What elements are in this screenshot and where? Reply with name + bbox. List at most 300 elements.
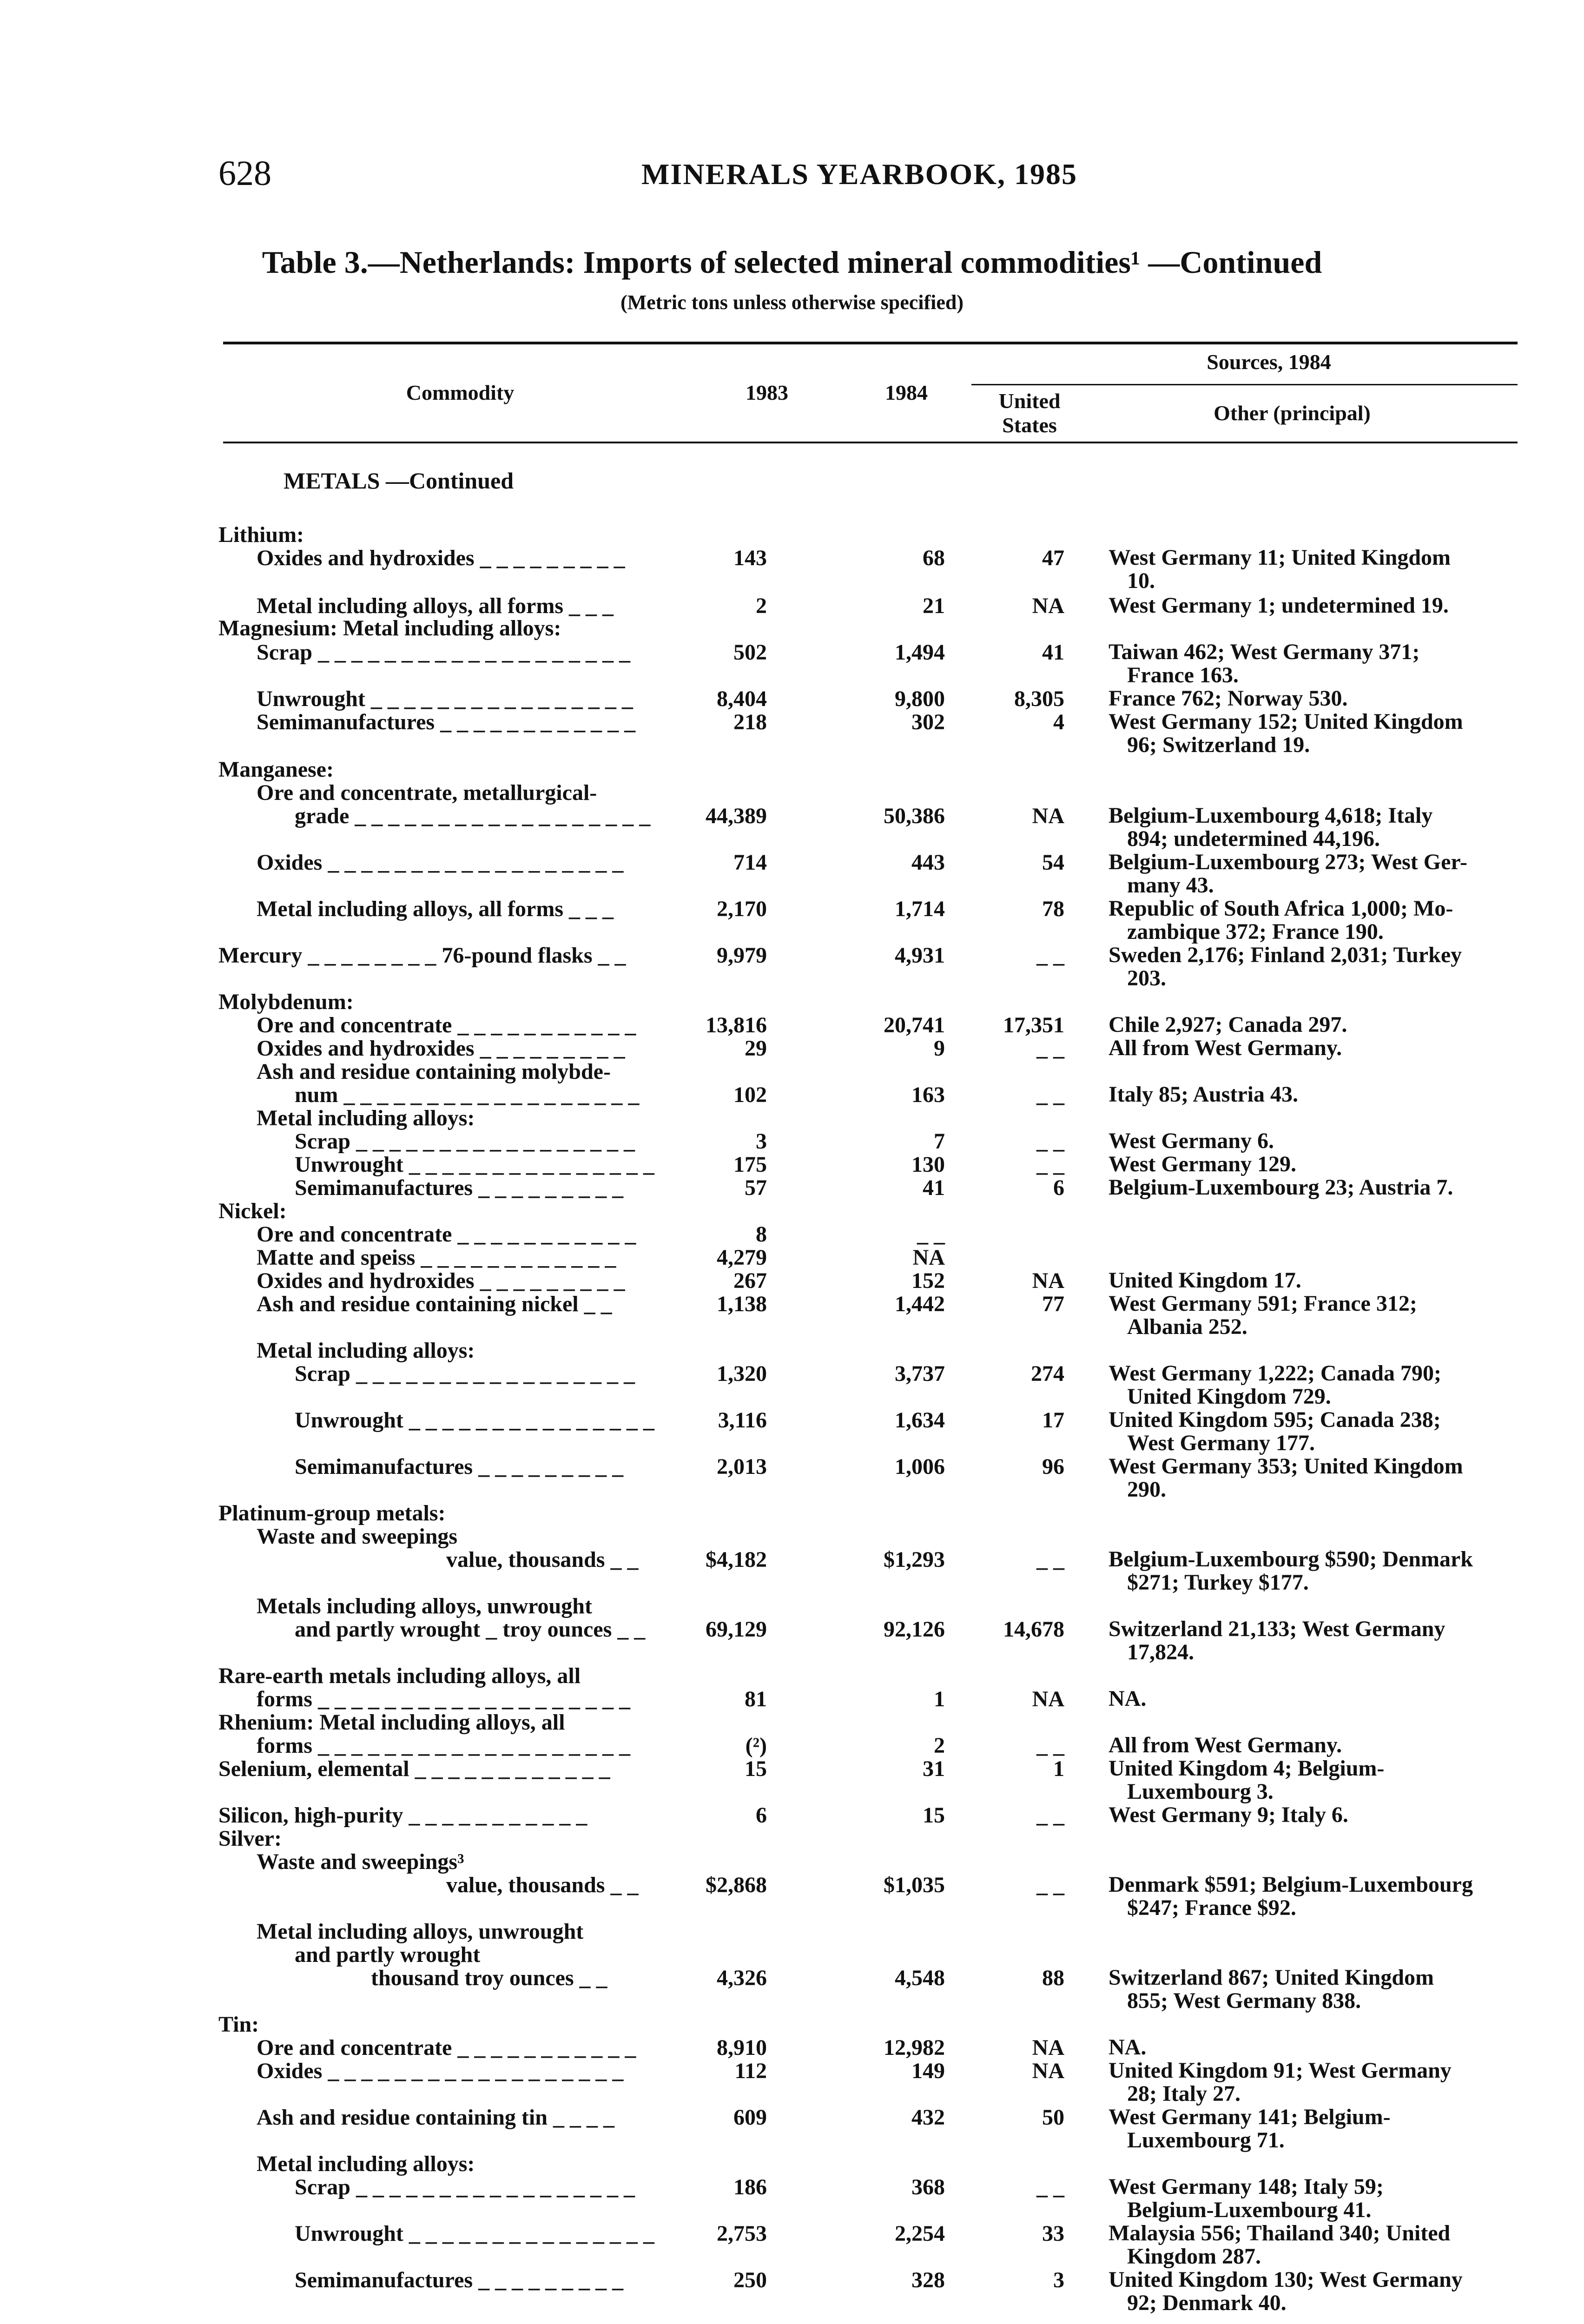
other-principal-cell xyxy=(1109,2106,1536,2152)
commodity-label: Silicon, high-purity _ _ _ _ _ _ _ _ _ _ _ xyxy=(218,1803,587,1828)
value-1984-cell: 20,741 xyxy=(884,1013,945,1037)
other-principal-line-2: Kingdom 287. xyxy=(1127,2244,1261,2269)
header-united: United xyxy=(998,389,1061,413)
other-principal-line-1: United Kingdom 4; Belgium- xyxy=(1109,1756,1385,1781)
table-row xyxy=(0,1873,1584,1921)
value-1983-cell: 143 xyxy=(733,546,767,570)
commodity-label: Ore and concentrate _ _ _ _ _ _ _ _ _ _ _ xyxy=(257,1013,636,1037)
section-heading: METALS —Continued xyxy=(284,468,514,494)
commodity-label: Manganese: xyxy=(218,757,334,782)
united-states-cell: 17 xyxy=(1042,1408,1064,1433)
value-1984-cell: $1,035 xyxy=(884,1873,945,1897)
value-1984-cell: 432 xyxy=(911,2105,945,2130)
united-states-cell: 8,305 xyxy=(1014,687,1064,711)
other-principal-line-1: West Germany 591; France 312; xyxy=(1109,1291,1417,1316)
other-principal-line-1: Belgium-Luxembourg $590; Denmark xyxy=(1109,1547,1473,1571)
value-1984-cell: 1,494 xyxy=(895,640,945,665)
united-states-cell: 77 xyxy=(1042,1292,1064,1316)
value-1983-cell: 4,279 xyxy=(717,1245,767,1270)
commodity-label: Waste and sweepings xyxy=(257,1524,458,1549)
header-sources: Sources, 1984 xyxy=(1207,350,1331,374)
value-1984-cell: 3,737 xyxy=(895,1361,945,1386)
table-row xyxy=(0,1501,1584,1525)
commodity-label: Scrap _ _ _ _ _ _ _ _ _ _ _ _ _ _ _ _ _ xyxy=(295,1129,635,1154)
value-1984-cell: NA xyxy=(912,1245,945,1270)
value-1983-cell: $2,868 xyxy=(706,1873,767,1897)
table-row xyxy=(0,1455,1584,1503)
table-row xyxy=(0,1083,1584,1107)
value-1983-cell: 29 xyxy=(745,1036,767,1061)
commodity-label: Oxides _ _ _ _ _ _ _ _ _ _ _ _ _ _ _ _ _ _ xyxy=(257,850,624,875)
other-principal-line-1: West Germany 1,222; Canada 790; xyxy=(1109,1361,1441,1386)
table-row xyxy=(0,1687,1584,1711)
table-top-rule xyxy=(223,342,1518,344)
other-principal-cell xyxy=(1109,851,1536,897)
table-row xyxy=(0,1850,1584,1874)
united-states-cell: 78 xyxy=(1042,897,1064,921)
table-row xyxy=(0,1525,1584,1549)
commodity-label: Unwrought _ _ _ _ _ _ _ _ _ _ _ _ _ _ _ xyxy=(295,1408,654,1433)
other-principal-cell xyxy=(1109,2268,1536,2315)
commodity-label: value, thousands _ _ xyxy=(446,1873,639,1897)
other-principal-cell xyxy=(1109,1037,1536,1060)
commodity-label: Platinum-group metals: xyxy=(218,1501,446,1525)
value-1983-cell: 6 xyxy=(756,1803,767,1828)
table-row xyxy=(0,851,1584,899)
other-principal-cell xyxy=(1109,1013,1536,1037)
value-1983-cell: (²) xyxy=(745,1733,767,1758)
commodity-label: Tin: xyxy=(218,2012,259,2037)
other-principal-line-2: Luxembourg 3. xyxy=(1127,1779,1274,1804)
table-row xyxy=(0,1129,1584,1154)
other-principal-cell xyxy=(1109,710,1536,757)
value-1983-cell: 9,979 xyxy=(717,943,767,968)
other-principal-cell xyxy=(1109,2036,1536,2059)
table-row xyxy=(0,1013,1584,1037)
value-1983-cell: 2,170 xyxy=(717,897,767,921)
other-principal-line-1: Belgium-Luxembourg 23; Austria 7. xyxy=(1109,1175,1453,1200)
table-row xyxy=(0,1362,1584,1410)
commodity-label: Scrap _ _ _ _ _ _ _ _ _ _ _ _ _ _ _ _ _ xyxy=(295,1361,635,1386)
commodity-label: Nickel: xyxy=(218,1199,287,1223)
commodity-label: Matte and speiss _ _ _ _ _ _ _ _ _ _ _ _ xyxy=(257,1245,616,1270)
table-row xyxy=(0,2152,1584,2176)
other-principal-line-2: France 163. xyxy=(1127,663,1239,687)
value-1983-cell: 1,320 xyxy=(717,1361,767,1386)
table-row xyxy=(0,1548,1584,1596)
other-principal-cell xyxy=(1109,594,1536,617)
table-row xyxy=(0,1757,1584,1805)
united-states-cell: _ _ xyxy=(1036,1873,1064,1897)
other-principal-line-2: many 43. xyxy=(1127,873,1214,898)
united-states-cell: 4 xyxy=(1053,710,1064,734)
commodity-label: Waste and sweepings³ xyxy=(257,1849,464,1874)
value-1983-cell: 1,138 xyxy=(717,1292,767,1316)
commodity-label: Unwrought _ _ _ _ _ _ _ _ _ _ _ _ _ _ _ xyxy=(295,1152,654,1177)
table-row xyxy=(0,1176,1584,1200)
united-states-cell: NA xyxy=(1032,2035,1064,2060)
value-1983-cell: 81 xyxy=(745,1687,767,1711)
commodity-label: forms _ _ _ _ _ _ _ _ _ _ _ _ _ _ _ _ _ _ _ xyxy=(257,1687,630,1711)
united-states-cell: _ _ xyxy=(1036,1129,1064,1154)
united-states-cell: 47 xyxy=(1042,546,1064,570)
other-principal-line-1: West Germany 1; undetermined 19. xyxy=(1109,593,1449,618)
table-row xyxy=(0,2106,1584,2154)
commodity-label: num _ _ _ _ _ _ _ _ _ _ _ _ _ _ _ _ _ _ xyxy=(295,1083,640,1107)
other-principal-cell xyxy=(1109,1687,1536,1710)
value-1983-cell: 102 xyxy=(733,1083,767,1107)
table-row xyxy=(0,1037,1584,1061)
value-1984-cell: 2,254 xyxy=(895,2221,945,2246)
other-principal-cell xyxy=(1109,2175,1536,2222)
value-1984-cell: 1,442 xyxy=(895,1292,945,1316)
table-row xyxy=(0,1246,1584,1270)
table-row xyxy=(0,594,1584,618)
table-row xyxy=(0,1664,1584,1688)
table-row xyxy=(0,1339,1584,1363)
other-principal-cell xyxy=(1109,1548,1536,1594)
united-states-cell: 33 xyxy=(1042,2221,1064,2246)
other-principal-cell xyxy=(1109,1176,1536,1199)
commodity-label: Silver: xyxy=(218,1826,282,1851)
value-1983-cell: 2,753 xyxy=(717,2221,767,2246)
other-principal-line-1: NA. xyxy=(1109,1686,1147,1711)
other-principal-line-1: Taiwan 462; West Germany 371; xyxy=(1109,640,1420,664)
commodity-label: Semimanufactures _ _ _ _ _ _ _ _ _ xyxy=(295,2268,624,2292)
other-principal-line-1: Chile 2,927; Canada 297. xyxy=(1109,1012,1347,1037)
table-row xyxy=(0,1594,1584,1618)
commodity-label: Oxides _ _ _ _ _ _ _ _ _ _ _ _ _ _ _ _ _ _ xyxy=(257,2059,624,2083)
commodity-label: Metal including alloys: xyxy=(257,1106,475,1130)
table-row xyxy=(0,897,1584,945)
other-principal-line-1: West Germany 148; Italy 59; xyxy=(1109,2174,1384,2199)
commodity-label: Unwrought _ _ _ _ _ _ _ _ _ _ _ _ _ _ _ xyxy=(295,2221,654,2246)
commodity-label: Ash and residue containing tin _ _ _ _ xyxy=(257,2105,614,2130)
other-principal-line-2: 894; undetermined 44,196. xyxy=(1127,826,1380,851)
commodity-label: Selenium, elemental _ _ _ _ _ _ _ _ _ _ _ _ xyxy=(218,1756,610,1781)
united-states-cell: 14,678 xyxy=(1003,1617,1064,1642)
united-states-cell: NA xyxy=(1032,1268,1064,1293)
commodity-label: and partly wrought _ troy ounces _ _ xyxy=(295,1617,646,1642)
other-principal-line-1: Republic of South Africa 1,000; Mo- xyxy=(1109,896,1453,921)
value-1983-cell: 8,910 xyxy=(717,2035,767,2060)
table-subtitle: (Metric tons unless otherwise specified) xyxy=(620,291,964,314)
united-states-cell: 3 xyxy=(1053,2268,1064,2292)
other-principal-line-2: 28; Italy 27. xyxy=(1127,2081,1241,2106)
commodity-label: Magnesium: Metal including alloys: xyxy=(218,616,561,640)
other-principal-cell xyxy=(1109,1129,1536,1153)
table-row xyxy=(0,1106,1584,1130)
value-1984-cell: 21 xyxy=(923,594,945,618)
other-principal-line-1: NA. xyxy=(1109,2035,1147,2060)
table-row xyxy=(0,710,1584,759)
other-principal-line-2: 96; Switzerland 19. xyxy=(1127,733,1310,757)
table-row xyxy=(0,781,1584,805)
commodity-label: Metal including alloys: xyxy=(257,2152,475,2176)
other-principal-cell xyxy=(1109,1153,1536,1176)
value-1984-cell: _ _ xyxy=(917,1222,945,1247)
commodity-label: and partly wrought xyxy=(295,1942,481,1967)
other-principal-line-1: West Germany 11; United Kingdom xyxy=(1109,545,1451,570)
value-1984-cell: 68 xyxy=(923,546,945,570)
commodity-label: Molybdenum: xyxy=(218,990,354,1014)
other-principal-line-1: West Germany 9; Italy 6. xyxy=(1109,1802,1348,1827)
value-1984-cell: 2 xyxy=(934,1733,945,1758)
united-states-cell: 17,351 xyxy=(1003,1013,1064,1037)
commodity-label: Semimanufactures _ _ _ _ _ _ _ _ _ xyxy=(295,1175,624,1200)
other-principal-line-1: All from West Germany. xyxy=(1109,1733,1342,1757)
other-principal-line-1: Switzerland 867; United Kingdom xyxy=(1109,1965,1434,1990)
other-principal-line-1: West Germany 353; United Kingdom xyxy=(1109,1454,1463,1479)
table-row xyxy=(0,1060,1584,1084)
united-states-cell: _ _ xyxy=(1036,1152,1064,1177)
commodity-label: Ash and residue containing nickel _ _ xyxy=(257,1292,612,1316)
table-row xyxy=(0,640,1584,689)
other-principal-cell xyxy=(1109,804,1536,851)
page-number: 628 xyxy=(218,154,271,193)
united-states-cell: _ _ xyxy=(1036,1036,1064,1061)
value-1984-cell: 4,931 xyxy=(895,943,945,968)
table-row xyxy=(0,804,1584,852)
table-row xyxy=(0,1803,1584,1828)
value-1983-cell: 57 xyxy=(745,1175,767,1200)
value-1984-cell: 15 xyxy=(923,1803,945,1828)
other-principal-line-2: $271; Turkey $177. xyxy=(1127,1570,1309,1595)
other-principal-line-1: Switzerland 21,133; West Germany xyxy=(1109,1617,1445,1641)
header-other-principal: Other (principal) xyxy=(1214,401,1371,425)
value-1983-cell: 218 xyxy=(733,710,767,734)
commodity-label: thousand troy ounces _ _ xyxy=(371,1966,607,1990)
commodity-label: Metal including alloys, all forms _ _ _ xyxy=(257,594,614,618)
commodity-label: Ash and residue containing molybde- xyxy=(257,1059,611,1084)
united-states-cell: 50 xyxy=(1042,2105,1064,2130)
value-1984-cell: 12,982 xyxy=(884,2035,945,2060)
value-1983-cell: 112 xyxy=(734,2059,767,2083)
other-principal-cell xyxy=(1109,1362,1536,1408)
table-row xyxy=(0,1920,1584,1944)
other-principal-line-2: 17,824. xyxy=(1127,1640,1194,1664)
header-1984: 1984 xyxy=(885,381,928,404)
value-1983-cell: $4,182 xyxy=(706,1547,767,1572)
value-1983-cell: 175 xyxy=(733,1152,767,1177)
commodity-label: Ore and concentrate _ _ _ _ _ _ _ _ _ _ _ xyxy=(257,1222,636,1247)
table-row xyxy=(0,2059,1584,2107)
commodity-label: Oxides and hydroxides _ _ _ _ _ _ _ _ _ xyxy=(257,546,625,570)
table-row xyxy=(0,616,1584,640)
table-row xyxy=(0,2222,1584,2270)
value-1983-cell: 8,404 xyxy=(717,687,767,711)
table-title: Table 3.—Netherlands: Imports of selected mineral commodities¹ —Continued xyxy=(262,244,1322,280)
commodity-label: Semimanufactures _ _ _ _ _ _ _ _ _ xyxy=(295,1454,624,1479)
other-principal-line-2: 10. xyxy=(1127,568,1155,593)
commodity-label: Scrap _ _ _ _ _ _ _ _ _ _ _ _ _ _ _ _ _ _ _ xyxy=(257,640,630,665)
table-row xyxy=(0,1710,1584,1735)
other-principal-cell xyxy=(1109,1455,1536,1501)
other-principal-line-1: All from West Germany. xyxy=(1109,1036,1342,1060)
header-states: States xyxy=(1002,413,1057,437)
other-principal-line-1: Malaysia 556; Thailand 340; United xyxy=(1109,2221,1451,2245)
other-principal-line-2: 92; Denmark 40. xyxy=(1127,2291,1287,2315)
other-principal-line-2: Luxembourg 71. xyxy=(1127,2128,1285,2152)
united-states-cell: NA xyxy=(1032,1687,1064,1711)
commodity-label: Mercury _ _ _ _ _ _ _ _ 76-pound flasks _ _ xyxy=(218,943,626,968)
united-states-cell: 96 xyxy=(1042,1454,1064,1479)
value-1983-cell: 267 xyxy=(733,1268,767,1293)
table-row xyxy=(0,2268,1584,2317)
united-states-cell: NA xyxy=(1032,2059,1064,2083)
value-1983-cell: 3 xyxy=(756,1129,767,1154)
value-1984-cell: 163 xyxy=(911,1083,945,1107)
value-1984-cell: 152 xyxy=(911,1268,945,1293)
value-1983-cell: 8 xyxy=(756,1222,767,1247)
united-states-cell: _ _ xyxy=(1036,1547,1064,1572)
other-principal-line-2: $247; France $92. xyxy=(1127,1895,1296,1920)
other-principal-cell xyxy=(1109,1083,1536,1106)
other-principal-line-2: 855; West Germany 838. xyxy=(1127,1988,1361,2013)
value-1984-cell: 4,548 xyxy=(895,1966,945,1990)
other-principal-line-2: United Kingdom 729. xyxy=(1127,1384,1331,1409)
other-principal-line-1: Belgium-Luxembourg 273; West Ger- xyxy=(1109,850,1467,874)
table-row xyxy=(0,1966,1584,2014)
other-principal-cell xyxy=(1109,944,1536,990)
other-principal-cell xyxy=(1109,687,1536,710)
header-commodity: Commodity xyxy=(406,381,515,404)
value-1984-cell: 130 xyxy=(911,1152,945,1177)
value-1983-cell: 2 xyxy=(756,594,767,618)
table-row xyxy=(0,1734,1584,1758)
value-1983-cell: 13,816 xyxy=(706,1013,767,1037)
value-1983-cell: 3,116 xyxy=(718,1408,767,1433)
other-principal-cell xyxy=(1109,1803,1536,1827)
united-states-cell: 6 xyxy=(1053,1175,1064,1200)
united-states-cell: _ _ xyxy=(1036,2175,1064,2199)
other-principal-cell xyxy=(1109,1734,1536,1757)
other-principal-line-2: West Germany 177. xyxy=(1127,1431,1315,1455)
value-1984-cell: 50,386 xyxy=(884,804,945,828)
other-principal-cell xyxy=(1109,1757,1536,1803)
other-principal-line-2: Albania 252. xyxy=(1127,1314,1247,1339)
other-principal-cell xyxy=(1109,1408,1536,1455)
table-row xyxy=(0,546,1584,594)
commodity-label: Oxides and hydroxides _ _ _ _ _ _ _ _ _ xyxy=(257,1268,625,1293)
value-1983-cell: 714 xyxy=(733,850,767,875)
value-1984-cell: 1,714 xyxy=(895,897,945,921)
value-1983-cell: 44,389 xyxy=(706,804,767,828)
other-principal-line-2: 203. xyxy=(1127,966,1166,990)
commodity-label: Metal including alloys, all forms _ _ _ xyxy=(257,897,614,921)
value-1984-cell: 1,634 xyxy=(895,1408,945,1433)
commodity-label: Semimanufactures _ _ _ _ _ _ _ _ _ _ _ _ xyxy=(257,710,636,734)
other-principal-line-2: zambique 372; France 190. xyxy=(1127,919,1384,944)
other-principal-line-1: United Kingdom 595; Canada 238; xyxy=(1109,1407,1441,1432)
united-states-cell: 1 xyxy=(1053,1756,1064,1781)
table-row xyxy=(0,1943,1584,1967)
commodity-label: Oxides and hydroxides _ _ _ _ _ _ _ _ _ xyxy=(257,1036,625,1061)
running-title: MINERALS YEARBOOK, 1985 xyxy=(641,158,1077,191)
other-principal-line-1: France 762; Norway 530. xyxy=(1109,686,1348,711)
value-1984-cell: 443 xyxy=(911,850,945,875)
united-states-cell: _ _ xyxy=(1036,1733,1064,1758)
other-principal-line-2: Belgium-Luxembourg 41. xyxy=(1127,2198,1372,2222)
other-principal-cell xyxy=(1109,2222,1536,2268)
table-row xyxy=(0,1269,1584,1293)
other-principal-line-1: West Germany 6. xyxy=(1109,1129,1274,1153)
sources-rule xyxy=(971,384,1518,385)
united-states-cell: _ _ xyxy=(1036,943,1064,968)
value-1984-cell: 149 xyxy=(911,2059,945,2083)
table-row xyxy=(0,523,1584,547)
value-1984-cell: 328 xyxy=(911,2268,945,2292)
other-principal-line-1: United Kingdom 17. xyxy=(1109,1268,1301,1293)
other-principal-line-1: Denmark $591; Belgium-Luxembourg xyxy=(1109,1872,1473,1897)
table-row xyxy=(0,2013,1584,2037)
value-1984-cell: 9,800 xyxy=(895,687,945,711)
united-states-cell: 274 xyxy=(1031,1361,1064,1386)
table-row xyxy=(0,687,1584,711)
other-principal-line-1: West Germany 129. xyxy=(1109,1152,1296,1176)
commodity-label: Scrap _ _ _ _ _ _ _ _ _ _ _ _ _ _ _ _ _ xyxy=(295,2175,635,2199)
commodity-label: Unwrought _ _ _ _ _ _ _ _ _ _ _ _ _ _ _ _ xyxy=(257,687,633,711)
other-principal-cell xyxy=(1109,1618,1536,1664)
other-principal-cell xyxy=(1109,2059,1536,2106)
table-row xyxy=(0,1153,1584,1177)
other-principal-line-1: Italy 85; Austria 43. xyxy=(1109,1082,1298,1107)
commodity-label: forms _ _ _ _ _ _ _ _ _ _ _ _ _ _ _ _ _ _ _ xyxy=(257,1733,630,1758)
table-row xyxy=(0,2036,1584,2060)
value-1983-cell: 186 xyxy=(733,2175,767,2199)
value-1984-cell: 1,006 xyxy=(895,1454,945,1479)
value-1984-cell: 9 xyxy=(934,1036,945,1061)
commodity-label: Rare-earth metals including alloys, all xyxy=(218,1664,581,1688)
header-1983: 1983 xyxy=(746,381,788,404)
commodity-label: Ore and concentrate _ _ _ _ _ _ _ _ _ _ _ xyxy=(257,2035,636,2060)
table-row xyxy=(0,1292,1584,1340)
value-1983-cell: 4,326 xyxy=(717,1966,767,1990)
table-row xyxy=(0,944,1584,992)
table-row xyxy=(0,2175,1584,2224)
value-1983-cell: 15 xyxy=(745,1756,767,1781)
value-1984-cell: 41 xyxy=(923,1175,945,1200)
united-states-cell: 54 xyxy=(1042,850,1064,875)
table-row xyxy=(0,1408,1584,1457)
value-1984-cell: 1 xyxy=(934,1687,945,1711)
other-principal-cell xyxy=(1109,640,1536,687)
united-states-cell: NA xyxy=(1032,594,1064,618)
other-principal-line-1: West Germany 141; Belgium- xyxy=(1109,2105,1391,2129)
table-row xyxy=(0,1199,1584,1223)
commodity-label: Metal including alloys, unwrought xyxy=(257,1919,584,1944)
other-principal-line-1: Sweden 2,176; Finland 2,031; Turkey xyxy=(1109,943,1462,967)
commodity-label: Metals including alloys, unwrought xyxy=(257,1594,592,1618)
table-row xyxy=(0,1618,1584,1666)
commodity-label: Metal including alloys: xyxy=(257,1338,475,1363)
united-states-cell: _ _ xyxy=(1036,1803,1064,1828)
other-principal-cell xyxy=(1109,1873,1536,1920)
table-row xyxy=(0,758,1584,782)
table-row xyxy=(0,1827,1584,1851)
commodity-label: Ore and concentrate, metallurgical- xyxy=(257,780,597,805)
value-1984-cell: 7 xyxy=(934,1129,945,1154)
other-principal-cell xyxy=(1109,897,1536,944)
commodity-label: Lithium: xyxy=(218,522,304,547)
value-1984-cell: 92,126 xyxy=(884,1617,945,1642)
header-bottom-rule xyxy=(223,442,1518,443)
other-principal-cell xyxy=(1109,1269,1536,1292)
other-principal-line-2: 290. xyxy=(1127,1477,1166,1502)
value-1983-cell: 250 xyxy=(733,2268,767,2292)
table-row xyxy=(0,1222,1584,1247)
united-states-cell: 88 xyxy=(1042,1966,1064,1990)
